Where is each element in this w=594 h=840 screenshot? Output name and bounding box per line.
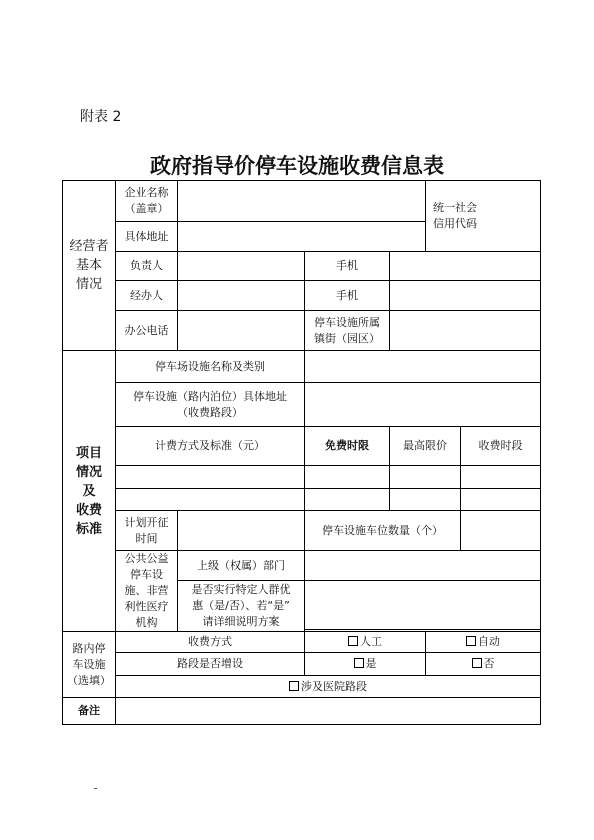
public-welfare-label: 公共公益 停车设 施、非营 利性医疗 机构 [116,551,178,632]
checkbox-no[interactable] [472,658,482,668]
roadside-section-heading: 路内停 车设施 （选填） [63,632,116,698]
responsible-label: 负责人 [116,252,178,281]
checkbox-yes[interactable] [354,658,364,668]
section-added-label: 路段是否增设 [116,653,305,676]
fee-info-table [62,180,541,725]
district-label: 停车设施所属 镇街（园区） [305,311,390,351]
planned-opening-field[interactable] [178,511,305,551]
free-time-cell[interactable] [305,466,390,489]
max-price-header: 最高限价 [390,427,461,466]
fee-method-cell[interactable] [116,489,305,511]
page-mark [94,788,97,789]
facility-address-label: 停车设施（路内泊位）具体地址 （收费路段） [116,383,305,427]
company-name-field[interactable] [178,181,426,222]
hospital-road-option[interactable]: 涉及医院路段 [116,676,541,698]
fee-method-cell[interactable] [116,466,305,489]
project-section-heading: 项目 情况 及 收费 标准 [63,351,116,632]
checkbox-manual[interactable] [348,636,358,646]
remarks-field[interactable] [116,698,541,725]
space-count-label: 停车设施车位数量（个） [305,511,461,551]
mobile-label-2: 手机 [305,281,390,311]
charge-period-header: 收费时段 [461,427,541,466]
credit-code-label: 统一社会 信用代码 [426,181,541,252]
responsible-field[interactable] [178,252,305,281]
district-field[interactable] [390,311,541,351]
handler-label: 经办人 [116,281,178,311]
free-time-header: 免费时限 [305,427,390,466]
charge-period-cell[interactable] [461,466,541,489]
appendix-label: 附表 2 [80,109,122,125]
mobile-field-2[interactable] [390,281,541,311]
facility-address-field[interactable] [305,383,541,427]
charge-mode-label: 收费方式 [116,632,305,653]
superior-dept-label: 上级（权属）部门 [178,551,305,581]
fee-method-standard-header: 计费方式及标准（元） [116,427,305,466]
mobile-field-1[interactable] [390,252,541,281]
remarks-label: 备注 [63,698,116,725]
option-manual[interactable]: 人工 [305,632,426,653]
charge-period-cell[interactable] [461,489,541,511]
special-discount-field[interactable] [305,581,541,630]
operator-section-heading: 经营者 基本 情况 [63,181,116,351]
facility-name-type-field[interactable] [305,351,541,383]
option-auto[interactable]: 自动 [426,632,541,653]
company-name-label: 企业名称 （盖章） [116,181,178,222]
office-phone-label: 办公电话 [116,311,178,351]
max-price-cell[interactable] [390,489,461,511]
form-title: 政府指导价停车设施收费信息表 [150,153,444,178]
max-price-cell[interactable] [390,466,461,489]
address-field[interactable] [178,222,426,252]
checkbox-auto[interactable] [466,636,476,646]
mobile-label-1: 手机 [305,252,390,281]
office-phone-field[interactable] [178,311,305,351]
free-time-cell[interactable] [305,489,390,511]
checkbox-hospital-road[interactable] [289,681,299,691]
superior-dept-field[interactable] [305,551,541,581]
facility-name-type-label: 停车场设施名称及类别 [116,351,305,383]
option-yes[interactable]: 是 [305,653,426,676]
handler-field[interactable] [178,281,305,311]
option-no[interactable]: 否 [426,653,541,676]
address-label: 具体地址 [116,222,178,252]
special-discount-label: 是否实行特定人群优 惠（是/否）、若“是” 请详细说明方案 [178,581,305,632]
space-count-field[interactable] [461,511,541,551]
planned-opening-label: 计划开征 时间 [116,511,178,551]
